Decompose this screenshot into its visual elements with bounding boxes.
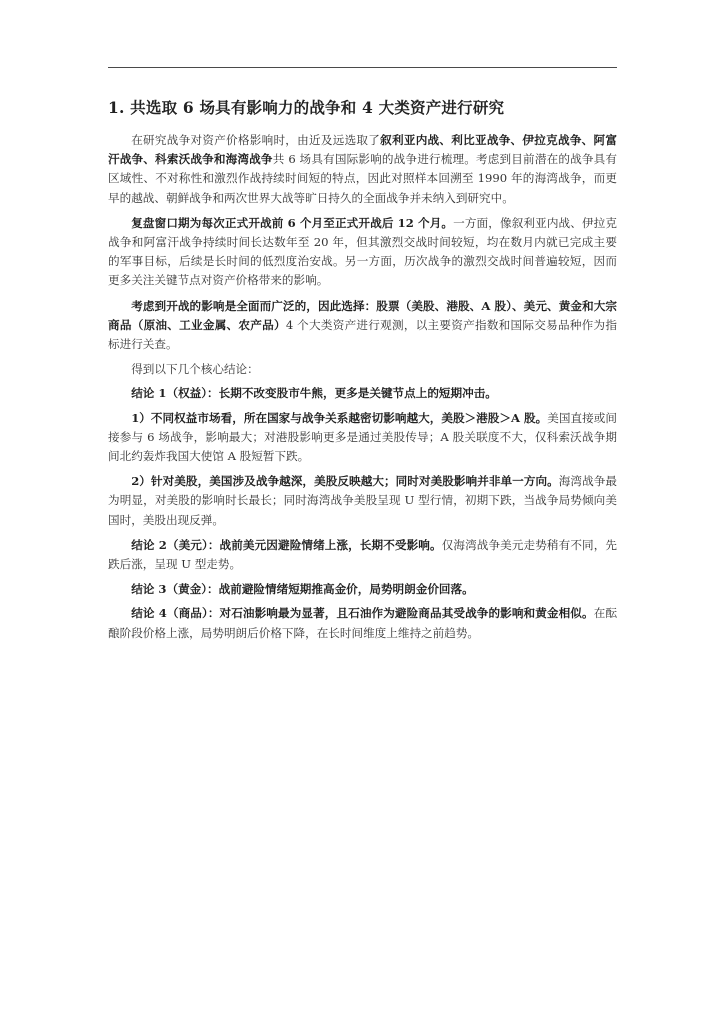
paragraph-emphasis: 2）针对美股，美国涉及战争越深，美股反映越大；同时对美股影响并非单一方向。 <box>131 474 559 489</box>
paragraph-text: 在酝酿阶段价格上涨，局势明朗后价格下降，在长时间维度上维持之前趋势。 <box>108 606 617 640</box>
paragraph-text: 共 6 场具有国际影响的战争进行梳理。考虑到目前潜在的战争具有区域性、不对称性和激烈作战持续时间短的特点，因此对照样本回溯至 1990 年的海湾战争，而更早的越战、朝鲜战争和两次世界大战等旷日持久的全面战争并未纳入到研究中。 <box>108 152 617 205</box>
paragraph-emphasis: 1）不同权益市场看，所在国家与战争关系越密切影响越大，美股＞港股＞A 股。 <box>131 410 548 425</box>
paragraph-text: 美国直接或间接参与 6 场战争，影响最大；对港股影响更多是通过美股传导；A 股关联度不大，仅科索沃战争期间北约轰炸我国大使馆 A 股短暂下跌。 <box>108 410 617 464</box>
paragraph-conclusion-1-point-2 <box>108 472 617 530</box>
paragraph-emphasis: 结论 2（美元）：战前美元因避险情绪上涨，长期不受影响。 <box>131 537 442 552</box>
section-heading: 1. 共选取 6 场具有影响力的战争和 4 大类资产进行研究 <box>108 98 505 117</box>
paragraph-emphasis: 结论 4（商品）：对石油影响最为显著，且石油作为避险商品其受战争的影响和黄金相似。 <box>131 606 594 621</box>
paragraph-emphasis: 结论 3（黄金）：战前避险情绪短期推高金价，局势明朗金价回落。 <box>131 582 474 597</box>
paragraph-text: 得到以下几个核心结论： <box>131 362 259 377</box>
paragraph-emphasis: 考虑到开战的影响是全面而广泛的，因此选择：股票（美股、港股、A 股）、美元、黄金和大宗商品（原油、工业金属、农产品） <box>108 298 617 332</box>
paragraph-text: 海湾战争最为明显，对美股的影响时长最长；同时海湾战争美股呈现 U 型行情，初期下跌，当战争局势倾向美国时，美股出现反弹。 <box>108 474 617 527</box>
paragraph-text: 在研究战争对资产价格影响时，由近及远选取了 <box>131 133 381 147</box>
paragraph-conclusion-2 <box>108 536 617 574</box>
document-body <box>108 131 617 649</box>
paragraph-text: 仅海湾战争美元走势稍有不同，先跌后涨，呈现 U 型走势。 <box>108 537 617 572</box>
paragraph-asset-selection <box>108 297 617 355</box>
paragraph-review-window <box>108 214 617 291</box>
paragraph-war-selection <box>108 131 617 208</box>
paragraph-emphasis: 结论 1（权益）：长期不改变股市牛熊，更多是关键节点上的短期冲击。 <box>131 386 497 401</box>
paragraph-conclusion-1-point-1 <box>108 409 617 467</box>
paragraph-conclusions-intro <box>108 360 617 379</box>
paragraph-conclusion-3 <box>108 580 617 599</box>
paragraph-emphasis: 复盘窗口期为每次正式开战前 6 个月至正式开战后 12 个月。 <box>131 215 454 230</box>
paragraph-emphasis: 叙利亚内战、利比亚战争、伊拉克战争、阿富汗战争、科索沃战争和海湾战争 <box>108 133 617 167</box>
paragraph-text: 一方面，像叙利亚内战、伊拉克战争和阿富汗战争持续时间长达数年至 20 年，但其激烈交战时间较短，均在数月内就已完成主要的军事目标，后续是长时间的低烈度治安战。另一方面，历次战争的激烈交战时间普遍较短，因而更多关注关键节点对资产价格带来的影响。 <box>108 215 617 288</box>
paragraph-text: 4 个大类资产进行观测，以主要资产指数和国际交易品种作为指标进行关查。 <box>108 317 617 352</box>
paragraph-conclusion-1 <box>108 384 617 403</box>
paragraph-conclusion-4 <box>108 604 617 642</box>
header-rule <box>108 67 617 68</box>
